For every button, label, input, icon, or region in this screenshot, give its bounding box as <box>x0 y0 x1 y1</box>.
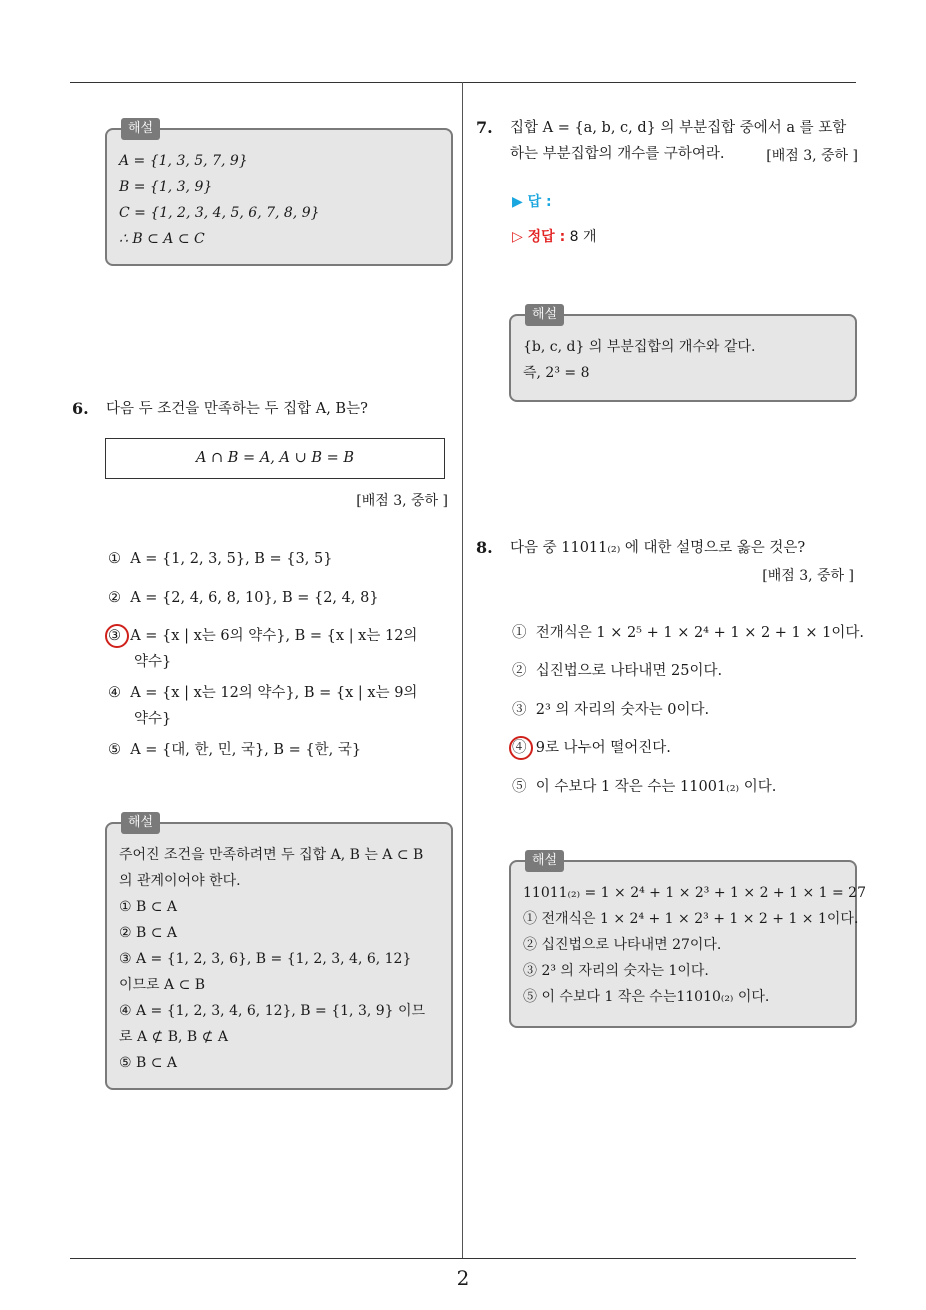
question-text-7-line1: 집합 A = {a, b, c, d} 의 부분집합 중에서 a 를 포함 <box>510 120 847 136</box>
solution-line: ① 전개식은 1 × 2⁴ + 1 × 2³ + 1 × 2 + 1 × 1이다. <box>523 911 859 927</box>
option-text: A = {x | x는 6의 약수}, B = {x | x는 12의 <box>130 628 418 644</box>
solution-box-q6 <box>105 815 453 1090</box>
option-4[interactable] <box>108 680 417 706</box>
solution-line: ① B ⊂ A <box>119 899 178 915</box>
solution-tag: 해설 <box>525 304 564 326</box>
solution-line: ② B ⊂ A <box>119 925 178 941</box>
option-mark: ④ <box>512 740 527 756</box>
option-text: A = {1, 2, 3, 5}, B = {3, 5} <box>130 551 333 567</box>
solution-line: C = {1, 2, 3, 4, 5, 6, 7, 8, 9} <box>119 205 320 221</box>
solution-line: ② 십진법으로 나타내면 27이다. <box>523 937 722 953</box>
solution-line: 주어진 조건을 만족하려면 두 집합 A, B 는 A ⊂ B <box>119 847 424 863</box>
option-text: 2³ 의 자리의 숫자는 0이다. <box>535 702 710 718</box>
solution-tag: 해설 <box>525 850 564 872</box>
question-text-8: 다음 중 11011₍₂₎ 에 대한 설명으로 옳은 것은? <box>510 540 806 556</box>
condition-formula: A ∩ B = A, A ∪ B = B <box>195 450 355 466</box>
option-text: A = {2, 4, 6, 8, 10}, B = {2, 4, 8} <box>130 590 379 606</box>
solution-tag: 해설 <box>121 812 160 834</box>
option-3-continued: 약수} <box>134 654 172 670</box>
solution-line: ③ A = {1, 2, 3, 6}, B = {1, 2, 3, 4, 6, 12} <box>119 951 412 967</box>
solution-line: A = {1, 3, 5, 7, 9} <box>119 153 248 169</box>
option-text: 이 수보다 1 작은 수는 11001₍₂₎ 이다. <box>535 779 777 795</box>
option-mark: ⑤ <box>512 779 527 795</box>
points-q8: [배점 3, 중하 ] <box>762 568 854 584</box>
option-3[interactable] <box>108 623 417 649</box>
solution-line: ∴ B ⊂ A ⊂ C <box>119 231 205 247</box>
option-mark: ① <box>108 551 121 567</box>
question-number-7: 7. <box>476 118 493 137</box>
points-q7: [배점 3, 중하 ] <box>766 148 858 164</box>
solution-line: 의 관계이어야 한다. <box>119 873 241 889</box>
solution-line: ③ 2³ 의 자리의 숫자는 1이다. <box>523 963 709 979</box>
option-text: 9로 나누어 떨어진다. <box>535 740 671 756</box>
option-mark: ④ <box>108 685 121 701</box>
solution-line: B = {1, 3, 9} <box>119 179 213 195</box>
solution-line: 11011₍₂₎ = 1 × 2⁴ + 1 × 2³ + 1 × 2 + 1 × 1 = 27 <box>523 885 866 901</box>
solution-line: 즉, 2³ = 8 <box>523 365 590 381</box>
option-5[interactable] <box>108 737 361 763</box>
correct-value: 8 개 <box>569 229 597 245</box>
option-1[interactable] <box>512 620 864 646</box>
question-number-6: 6. <box>72 399 89 418</box>
option-mark: ③ <box>108 628 121 644</box>
option-1[interactable] <box>108 546 332 572</box>
option-2[interactable] <box>108 585 379 611</box>
top-rule <box>70 82 856 83</box>
option-4-continued: 약수} <box>134 711 172 727</box>
column-divider <box>462 82 463 1258</box>
option-mark: ② <box>108 590 121 606</box>
bottom-rule <box>70 1258 856 1259</box>
option-mark: ② <box>512 663 527 679</box>
correct-answer <box>512 226 597 246</box>
solution-tag: 해설 <box>121 118 160 140</box>
option-text: 십진법으로 나타내면 25이다. <box>535 663 723 679</box>
points-q6: [배점 3, 중하 ] <box>356 493 448 509</box>
solution-line: {b, c, d} 의 부분집합의 개수와 같다. <box>523 339 756 355</box>
option-5[interactable] <box>512 774 776 800</box>
question-text-7-line2: 하는 부분집합의 개수를 구하여라. <box>510 146 725 162</box>
option-mark: ③ <box>512 702 527 718</box>
solution-line: ⑤ B ⊂ A <box>119 1055 178 1071</box>
option-4[interactable] <box>512 735 671 761</box>
solution-box-q8 <box>509 853 866 1028</box>
solution-line: ⑤ 이 수보다 1 작은 수는11010₍₂₎ 이다. <box>523 989 770 1005</box>
option-text: 전개식은 1 × 2⁵ + 1 × 2⁴ + 1 × 2 + 1 × 1이다. <box>535 625 864 641</box>
solution-line: 이므로 A ⊂ B <box>119 977 206 993</box>
solution-line: 로 A ⊄ B, B ⊄ A <box>119 1029 228 1045</box>
option-2[interactable] <box>512 658 722 684</box>
answer-label: ▶ 답 : <box>512 194 552 210</box>
solution-box-q5 <box>105 121 453 266</box>
question-number-8: 8. <box>476 538 493 557</box>
correct-label: ▷ 정답 : <box>512 229 566 245</box>
page-number: 2 <box>456 1266 470 1290</box>
option-mark: ① <box>512 625 527 641</box>
option-mark: ⑤ <box>108 742 121 758</box>
option-text: A = {x | x는 12의 약수}, B = {x | x는 9의 <box>130 685 418 701</box>
option-3[interactable] <box>512 697 709 723</box>
question-text-6: 다음 두 조건을 만족하는 두 집합 A, B는? <box>106 401 368 417</box>
option-text: A = {대, 한, 민, 국}, B = {한, 국} <box>130 742 362 758</box>
condition-box <box>105 438 445 479</box>
solution-line: ④ A = {1, 2, 3, 4, 6, 12}, B = {1, 3, 9} 이므 <box>119 1003 426 1019</box>
solution-box-q7 <box>509 307 857 402</box>
